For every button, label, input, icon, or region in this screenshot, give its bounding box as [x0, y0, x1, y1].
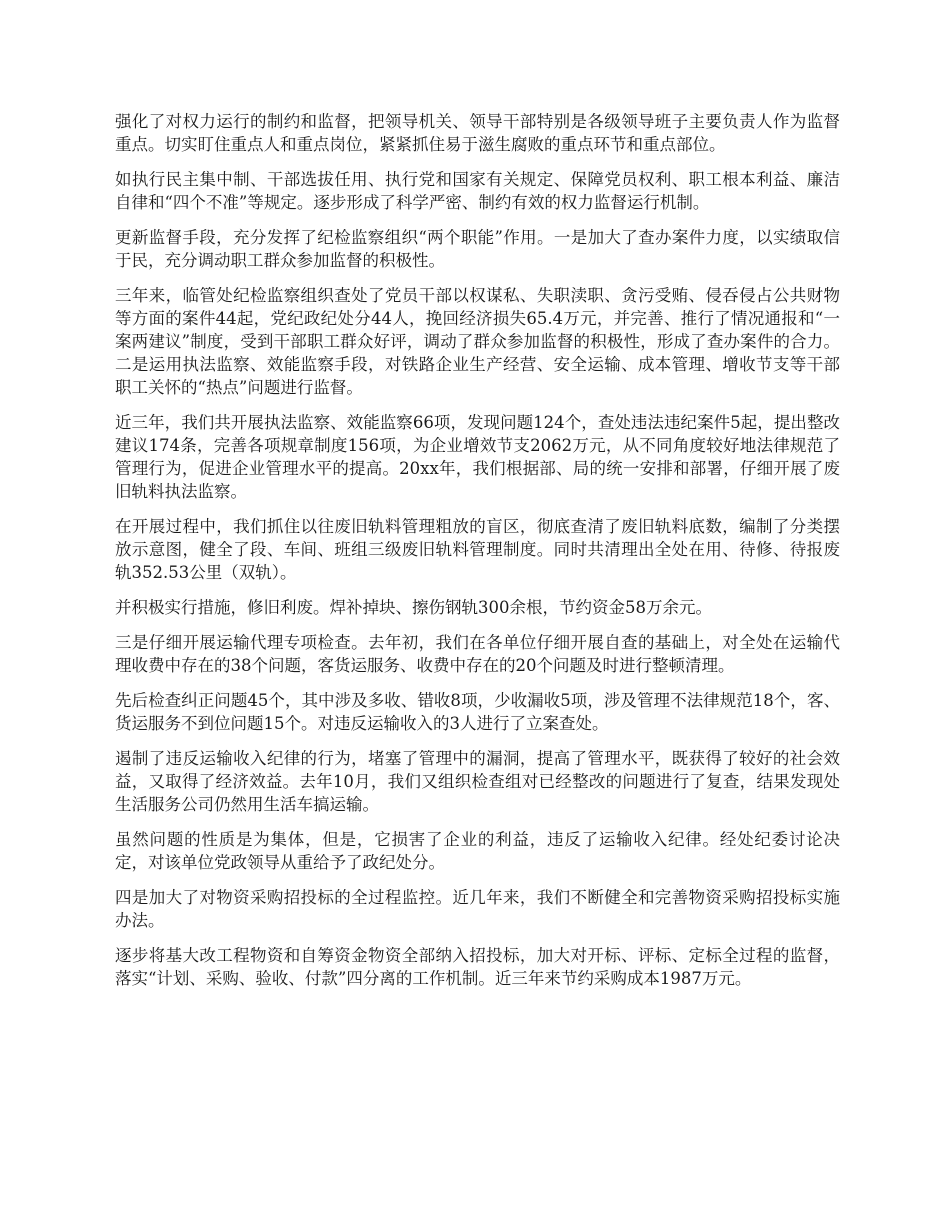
paragraph: 虽然问题的性质是为集体，但是，它损害了企业的利益，违反了运输收入纪律。经处纪委讨论决定，对该单位党政领导从重给予了政纪处分。: [115, 830, 840, 872]
paragraph: 三年来，临管处纪检监察组织查处了党员干部以权谋私、失职渎职、贪污受贿、侵吞侵占公共财物等方面的案件44起，党纪政纪处分44人，挽回经济损失65.4万元，并完善、推行了情况通报和“一案两建议”制度，受到干部职工群众好评，调动了群众参加监督的积极性，形成了查办案件的合力。二是运用执法监察、效能监察手段，对铁路企业生产经营、安全运输、成本管理、增收节支等干部职工关怀的“热点”问题进行监督。: [115, 286, 840, 397]
paragraph: 逐步将基大改工程物资和自筹资金物资全部纳入招投标，加大对开标、评标、定标全过程的监督，落实“计划、采购、验收、付款”四分离的工作机制。近三年来节约采购成本1987万元。: [115, 946, 840, 988]
paragraph: 更新监督手段，充分发挥了纪检监察组织“两个职能”作用。一是加大了查办案件力度，以实绩取信于民，充分调动职工群众参加监督的积极性。: [115, 228, 840, 270]
paragraph: 先后检查纠正问题45个，其中涉及多收、错收8项，少收漏收5项，涉及管理不法律规范18个，客、货运服务不到位问题15个。对违反运输收入的3人进行了立案查处。: [115, 691, 840, 733]
paragraph: 遏制了违反运输收入纪律的行为，堵塞了管理中的漏洞，提高了管理水平，既获得了较好的社会效益，又取得了经济效益。去年10月，我们又组织检查组对已经整改的问题进行了复查，结果发现处生活服务公司仍然用生活车搞运输。: [115, 749, 840, 814]
paragraph: 强化了对权力运行的制约和监督，把领导机关、领导干部特别是各级领导班子主要负责人作为监督重点。切实盯住重点人和重点岗位，紧紧抓住易于滋生腐败的重点环节和重点部位。: [115, 112, 840, 154]
paragraph: 并积极实行措施，修旧利废。焊补掉块、擦伤钢轨300余根，节约资金58万余元。: [115, 598, 712, 617]
paragraph: 在开展过程中，我们抓住以往废旧轨料管理粗放的盲区，彻底查清了废旧轨料底数，编制了分类摆放示意图，健全了段、车间、班组三级废旧轨料管理制度。同时共清理出全处在用、待修、待报废轨352.53公里（双轨）。: [115, 517, 840, 582]
paragraph: 三是仔细开展运输代理专项检查。去年初，我们在各单位仔细开展自查的基础上，对全处在运输代理收费中存在的38个问题，客货运服务、收费中存在的20个问题及时进行整顿清理。: [115, 633, 840, 675]
paragraph: 如执行民主集中制、干部选拔任用、执行党和国家有关规定、保障党员权利、职工根本利益、廉洁自律和“四个不准”等规定。逐步形成了科学严密、制约有效的权力监督运行机制。: [115, 170, 840, 212]
document-body: [115, 110, 840, 1002]
paragraph: 四是加大了对物资采购招投标的全过程监控。近几年来，我们不断健全和完善物资采购招投标实施办法。: [115, 888, 840, 930]
paragraph: 近三年，我们共开展执法监察、效能监察66项，发现问题124个，查处违法违纪案件5起，提出整改建议174条，完善各项规章制度156项，为企业增效节支2062万元，从不同角度较好地法律规范了管理行为，促进企业管理水平的提高。20xx年，我们根据部、局的统一安排和部署，仔细开展了废旧轨料执法监察。: [115, 413, 840, 501]
